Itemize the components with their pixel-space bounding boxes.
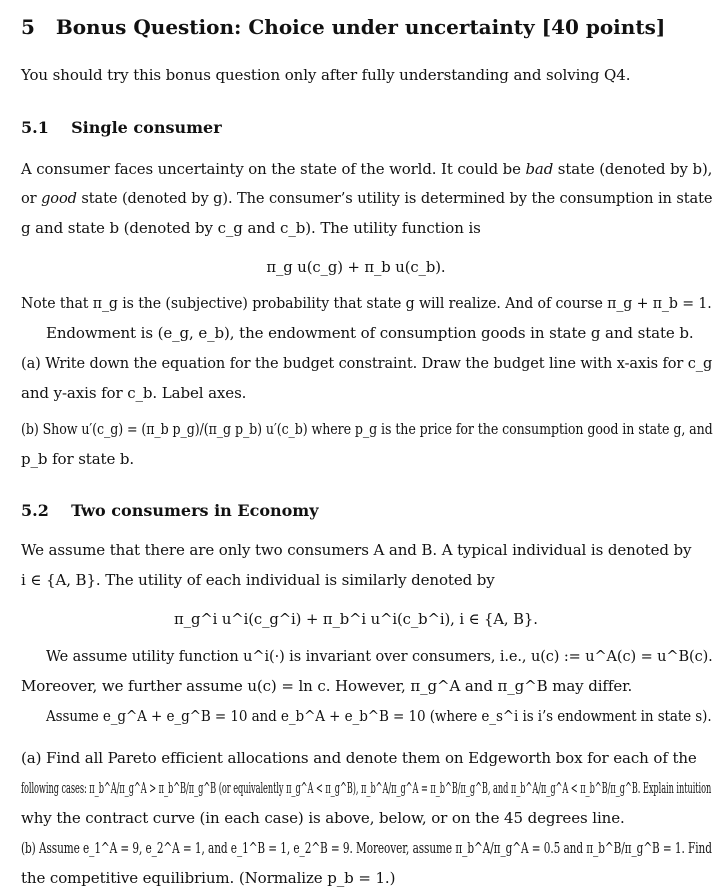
- paragraph-line: g and state b (denoted by c_g and c_b). The utility function is: [21, 219, 481, 237]
- question-a-line: (a) Write down the equation for the budget constraint. Draw the budget line with x-axis for c_g: [21, 354, 713, 372]
- paragraph-line: i ∈ {A, B}. The utility of each individual is similarly denoted by: [21, 571, 495, 589]
- paragraph-line: Assume e_g^A + e_g^B = 10 and e_b^A + e_b^B = 10 (where e_s^i is i’s endowment in state s).: [46, 707, 712, 725]
- emphasis-good: good: [41, 189, 77, 207]
- emphasis-bad: bad: [525, 160, 554, 178]
- question-b-line: p_b for state b.: [21, 450, 135, 468]
- text-run: state (denoted by g). The consumer’s utility is determined by the consumption in state: [76, 189, 713, 207]
- section-number: 5: [21, 15, 35, 39]
- subsection-number: 5.1: [21, 118, 49, 137]
- subsection-number: 5.2: [21, 501, 49, 520]
- paragraph-line: Note that π_g is the (subjective) probability that state g will realize. And of course π_g + π_b = 1.: [21, 294, 712, 312]
- paragraph-line: Moreover, we further assume u(c) = ln c. However, π_g^A and π_g^B may differ.: [21, 677, 633, 695]
- paragraph-line: Endowment is (e_g, e_b), the endowment of consumption goods in state g and state b.: [46, 324, 694, 342]
- subsection-heading-5-2: [21, 501, 319, 520]
- equation-two-consumer-utility: π_g^i u^i(c_g^i) + π_b^i u^i(c_b^i), i ∈ {A, B}.: [174, 610, 538, 628]
- subsection-heading-5-1: [21, 118, 222, 137]
- subsection-title: Single consumer: [71, 118, 222, 137]
- text-run: or: [21, 189, 42, 207]
- paragraph-line: We assume utility function u^i(·) is invariant over consumers, i.e., u(c) := u^A(c) = u^B(c).: [46, 647, 713, 665]
- equation-utility: π_g u(c_g) + π_b u(c_b).: [266, 258, 446, 276]
- question-b-line: (b) Show u′(c_g) = (π_b p_g)/(π_g p_b) u′(c_b) where p_g is the price for the consumption good in state g, and: [21, 420, 713, 438]
- section-title: Bonus Question: Choice under uncertainty [40 points]: [55, 15, 666, 39]
- paragraph-line: [21, 189, 712, 207]
- paragraph-line: We assume that there are only two consumers A and B. A typical individual is denoted by: [21, 541, 692, 559]
- text-run: A consumer faces uncertainty on the state of the world. It could be: [21, 160, 526, 178]
- question-a-line: why the contract curve (in each case) is above, below, or on the 45 degrees line.: [21, 809, 625, 827]
- question-b-line: the competitive equilibrium. (Normalize p_b = 1.): [21, 869, 396, 887]
- paragraph-line: [21, 160, 712, 178]
- question-a-line: (a) Find all Pareto efficient allocations and denote them on Edgeworth box for each of the: [21, 749, 697, 767]
- section-heading: [21, 15, 665, 39]
- text-run: state (denoted by b),: [553, 160, 713, 178]
- subsection-title: Two consumers in Economy: [71, 501, 319, 520]
- question-a-line: and y-axis for c_b. Label axes.: [21, 384, 247, 402]
- question-b-line: (b) Assume e_1^A = 9, e_2^A = 1, and e_1^B = 1, e_2^B = 9. Moreover, assume π_b^A/π_g^A = 0.5 and π_b^B/π_g^B = 1. Find: [21, 839, 712, 857]
- intro-text: You should try this bonus question only after fully understanding and solving Q4.: [21, 66, 631, 84]
- question-a-line: following cases: π_b^A/π_g^A > π_b^B/π_g^B (or equivalently π_g^A < π_g^B), π_b^A/π_g^A = π_b^B/π_g^B, and π_b^A/π_g^A < π_b^B/π_g^B. Explain intuition: [21, 779, 712, 797]
